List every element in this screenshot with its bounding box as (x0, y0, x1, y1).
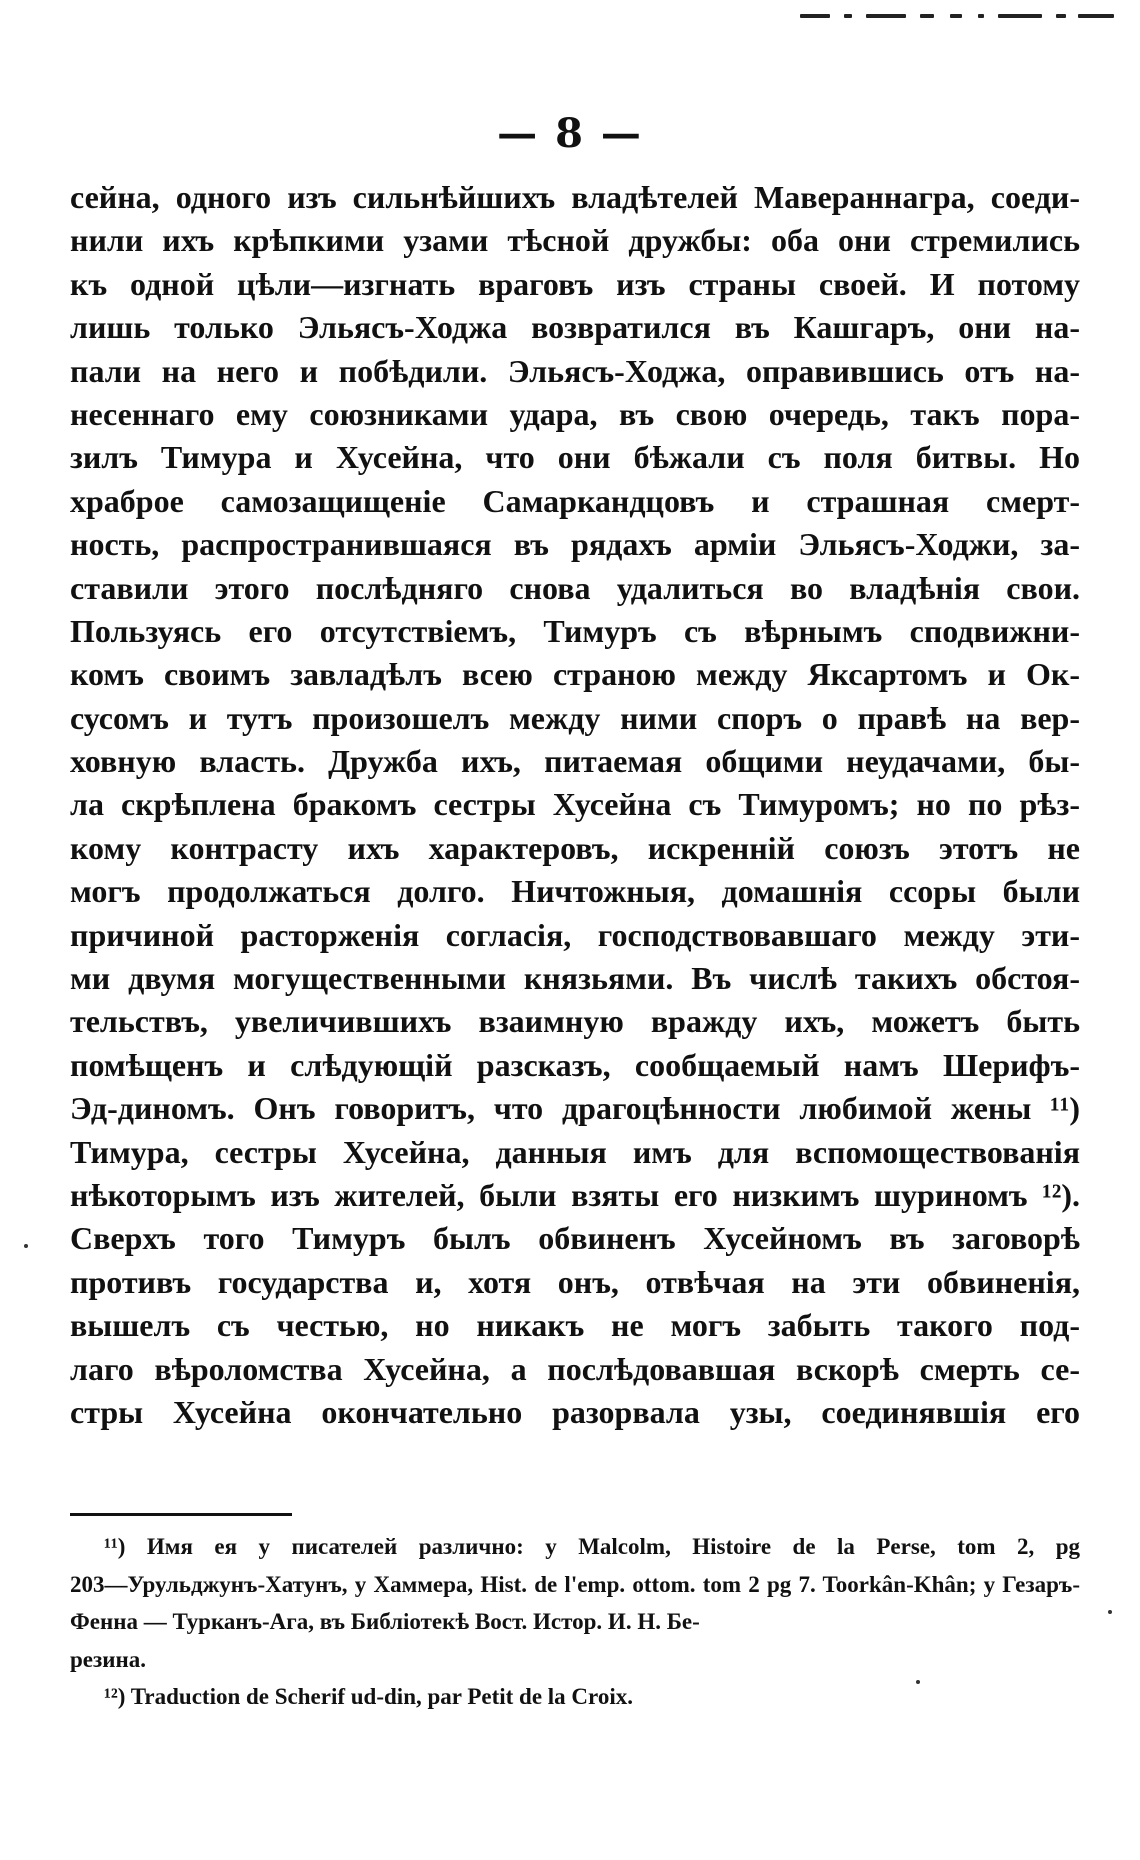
text-line: помѣщенъ и слѣдующій разсказъ, сообщаемый намъ Шерифъ- (70, 1046, 1080, 1083)
text-line: нѣкоторымъ изъ жителей, были взяты его низкимъ шуриномъ ¹²). (70, 1176, 1080, 1213)
print-speck (916, 1680, 920, 1684)
text-line: стры Хусейна окончательно разорвала узы, соединявшія его (70, 1393, 1080, 1430)
text-line: сейна, одного изъ сильнѣйшихъ владѣтелей Мавераннагра, соеди- (70, 179, 1080, 215)
text-line: причиной расторженія согласія, господствовавшаго между эти- (70, 916, 1080, 953)
text-line: Сверхъ того Тимуръ былъ обвиненъ Хусейномъ въ заговорѣ (70, 1220, 1080, 1257)
text-line: несеннаго ему союзниками удара, въ свою очередь, такъ пора- (70, 395, 1080, 432)
text-line: противъ государства и, хотя онъ, отвѣчая на эти обвиненія, (70, 1263, 1080, 1300)
text-line: лишь только Эльясъ-Ходжа возвратился въ Кашгаръ, они на- (70, 309, 1080, 346)
text-line: тельствъ, увеличившихъ взаимную вражду ихъ, можетъ быть (70, 1003, 1080, 1040)
footnote-line: ¹²) Traduction de Scherif ud-din, par Petit de la Croix. (104, 1684, 633, 1709)
footnotes (70, 1528, 1080, 1716)
text-line: Эд-диномъ. Онъ говоритъ, что драгоцѣнности любимой жены ¹¹) (70, 1090, 1080, 1127)
text-line: кому контрасту ихъ характеровъ, искренній союзъ этотъ не (70, 829, 1080, 866)
text-line: комъ своимъ завладѣлъ всею страною между Яксартомъ и Ок- (70, 656, 1080, 693)
footnote-line: ¹¹) Имя ея у писателей различно: у Malcolm, Histoire de la Perse, tom 2, pg (104, 1534, 1080, 1559)
footnote-line: 203—Урульджунъ-Хатунъ, у Хаммера, Hist. de l'emp. ottom. tom 2 pg 7. Toorkân-Khân; у Гезаръ-Фенна — Турканъ-Ага, въ Библіотекѣ Вост. Истор. И. Н. Бе- (70, 1571, 1080, 1634)
text-line: пали на него и побѣдили. Эльясъ-Ходжа, оправившись отъ на- (70, 352, 1080, 389)
page-number: — 8 — (497, 110, 643, 157)
print-speck (1108, 1610, 1112, 1614)
footnote-line: резина. (70, 1646, 146, 1672)
text-line: лаго вѣроломства Хусейна, а послѣдовавшая вскорѣ смерть се- (70, 1350, 1080, 1387)
footnote-separator (70, 1513, 292, 1516)
print-speck (24, 1244, 28, 1248)
text-line: могъ продолжаться долго. Ничтожныя, домашнія ссоры были (70, 873, 1080, 910)
main-text (70, 176, 1080, 1434)
header-print-marks (800, 10, 1120, 22)
text-line: нили ихъ крѣпкими узами тѣсной дружбы: оба они стремились (70, 222, 1080, 259)
text-line: Пользуясь его отсутствіемъ, Тимуръ съ вѣрнымъ сподвижни- (70, 612, 1080, 649)
text-line: ховную власть. Дружба ихъ, питаемая общими неудачами, бы- (70, 743, 1080, 780)
text-line: Тимура, сестры Хусейна, данныя имъ для вспомоществованія (70, 1133, 1080, 1170)
text-line: ми двумя могущественными князьями. Въ числѣ такихъ обстоя- (70, 960, 1080, 997)
text-line: вышелъ съ честью, но никакъ не могъ забыть такого под- (70, 1307, 1080, 1344)
text-line: сусомъ и тутъ произошелъ между ними споръ о правѣ на вер- (70, 699, 1080, 736)
text-line: къ одной цѣли—изгнать враговъ изъ страны своей. И потому (70, 265, 1080, 302)
text-line: ность, распространившаяся въ рядахъ арміи Эльясъ-Ходжи, за- (70, 526, 1080, 563)
text-line: ставили этого послѣдняго снова удалиться во владѣнія свои. (70, 569, 1080, 606)
text-line: ла скрѣплена бракомъ сестры Хусейна съ Тимуромъ; но по рѣз- (70, 786, 1080, 823)
text-line: зилъ Тимура и Хусейна, что они бѣжали съ поля битвы. Но (70, 439, 1080, 476)
text-line: храброе самозащищеніе Самаркандцовъ и страшная смерт- (70, 482, 1080, 519)
